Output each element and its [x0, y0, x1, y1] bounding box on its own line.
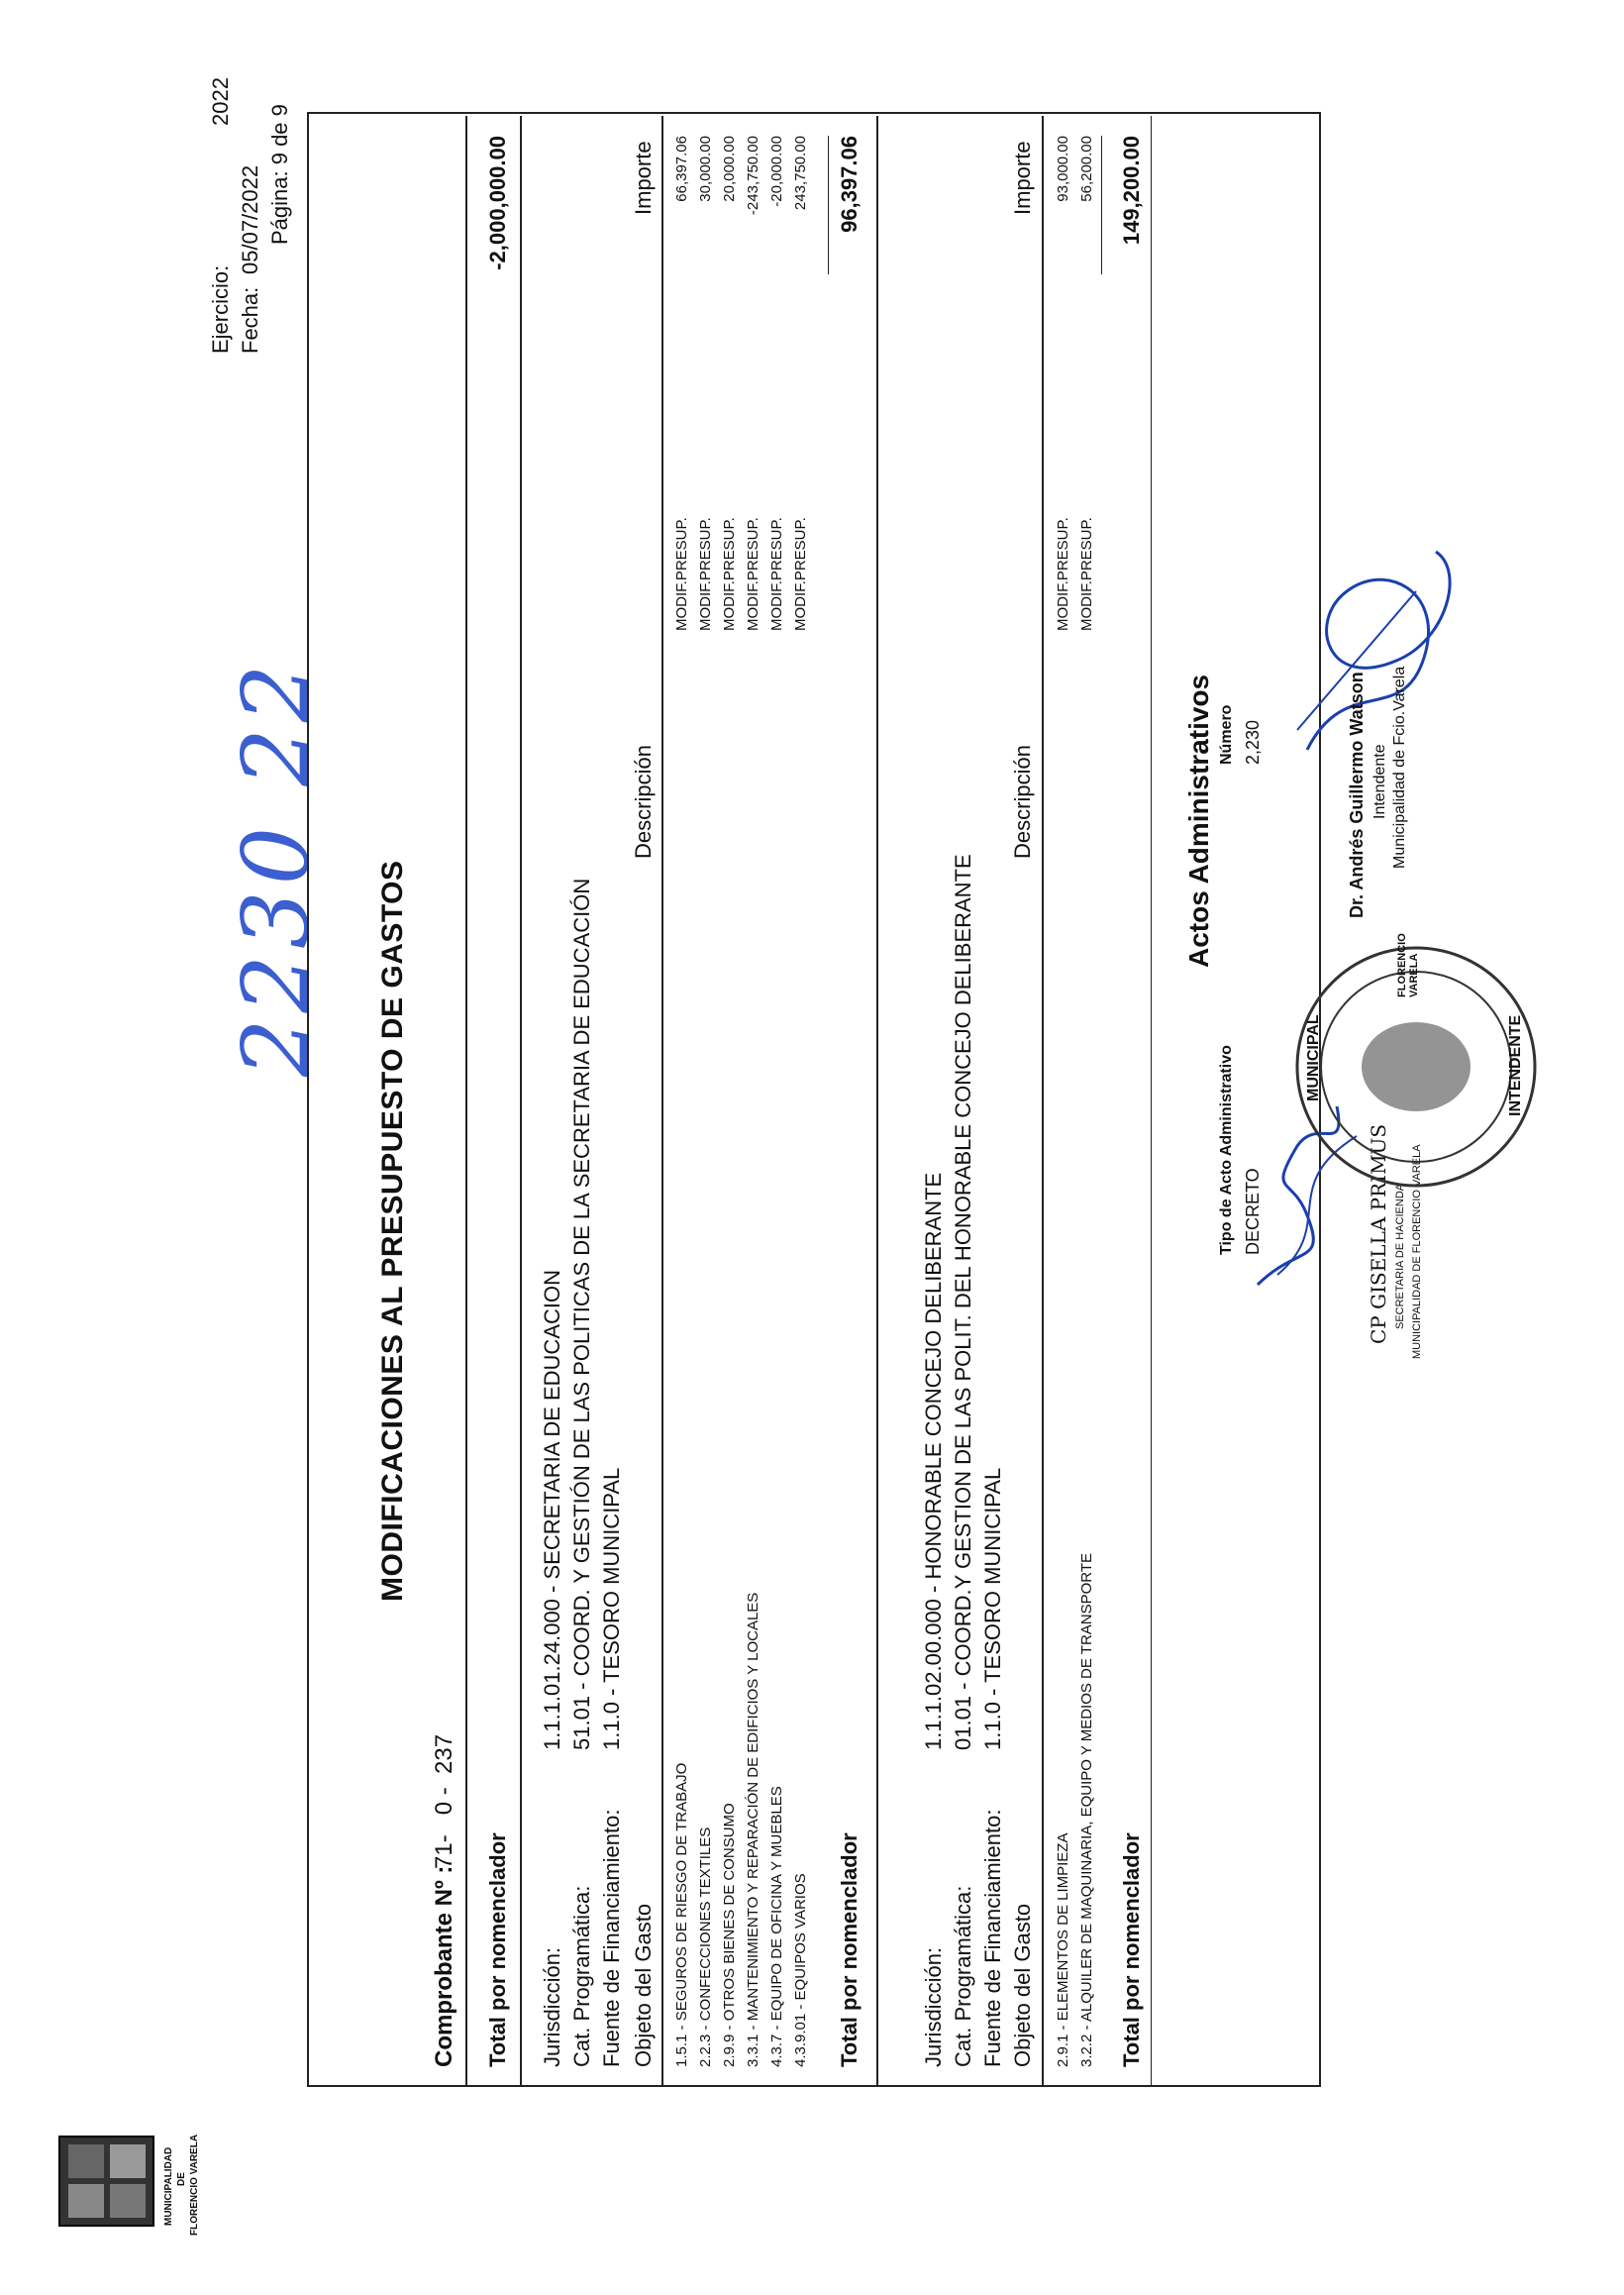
s1-importe-header: Importe: [631, 141, 656, 215]
divider: [876, 116, 878, 2087]
row-objeto: 4.3.7 - EQUIPO DE OFICINA Y MUEBLES: [768, 1786, 785, 2067]
s1-objeto-header: Objeto del Gasto: [631, 1903, 656, 2067]
tipo-acto-value: DECRETO: [1243, 1168, 1263, 1255]
right-signer-name: Dr. Andrés Guillermo Watson: [1347, 672, 1367, 918]
row-importe: 20,000.00: [721, 136, 738, 202]
comprobante-label: Comprobante Nº :: [431, 1865, 457, 2067]
row-objeto: 3.3.1 - MANTENIMIENTO Y REPARACIÓN DE EDIFICIOS Y LOCALES: [745, 1592, 761, 2067]
municipality-logo: [54, 2127, 203, 2236]
right-signer-role: Intendente: [1371, 744, 1388, 819]
row-importe: 243,750.00: [792, 136, 809, 211]
s1-desc-header: Descripción: [631, 745, 656, 859]
row-objeto: 2.9.9 - OTROS BIENES DE CONSUMO: [721, 1803, 738, 2067]
s2-cat-value: 01.01 - COORD.Y GESTION DE LAS POLIT. DEL HONORABLE CONCEJO DELIBERANTE: [951, 854, 975, 1750]
row-desc: MODIF.PRESUP.: [721, 517, 738, 631]
ejercicio-value: 2022: [208, 77, 233, 126]
seal-text-top: MUNICIPAL: [1305, 1014, 1322, 1101]
s1-fuente-label: Fuente de Financiamiento:: [599, 1809, 624, 2067]
row-desc: MODIF.PRESUP.: [792, 517, 809, 631]
s1-total-label: Total por nomenclador: [837, 1832, 862, 2067]
divider: [661, 116, 663, 2087]
s2-total-value: 149,200.00: [1119, 136, 1144, 246]
municipality-name-2: DE: [176, 2172, 187, 2186]
divider: [1042, 116, 1044, 2087]
left-signer-org: MUNICIPALIDAD DE FLORENCIO VARELA: [1411, 1144, 1423, 1359]
s2-total-label: Total por nomenclador: [1119, 1832, 1144, 2067]
s2-jur-label: Jurisdicción:: [921, 1946, 946, 2067]
comprobante-value: 71- 0 - 237: [431, 1733, 457, 1869]
s2-cat-label: Cat. Programática:: [951, 1885, 975, 2067]
page-number: Página: 9 de 9: [267, 104, 292, 245]
official-seal: [1287, 933, 1545, 1196]
total-1-label: Total por nomenclador: [485, 1832, 510, 2067]
s2-importe-header: Importe: [1010, 141, 1035, 215]
row-objeto: 2.9.1 - ELEMENTOS DE LIMPIEZA: [1055, 1832, 1071, 2067]
s2-desc-header: Descripción: [1010, 745, 1035, 859]
s1-cat-label: Cat. Programática:: [569, 1885, 594, 2067]
row-desc: MODIF.PRESUP.: [673, 517, 690, 631]
municipality-name-1: MUNICIPALIDAD: [163, 2146, 174, 2226]
fecha-value: 05/07/2022: [238, 164, 262, 274]
divider: [1151, 116, 1152, 2087]
shield-icon: [54, 2127, 163, 2236]
s2-objeto-header: Objeto del Gasto: [1010, 1903, 1035, 2067]
main-frame: [307, 112, 1321, 2087]
left-signer-role: SECRETARIA DE HACIENDA: [1394, 1183, 1406, 1329]
ejercicio-label: Ejercicio:: [208, 264, 233, 354]
seal-text-right: FLORENCIO VARELA: [1396, 933, 1420, 997]
row-desc: MODIF.PRESUP.: [697, 517, 714, 631]
left-signer-name: CP GISELLA PRIMUS: [1367, 1123, 1390, 1344]
row-objeto: 1.5.1 - SEGUROS DE RIESGO DE TRABAJO: [673, 1762, 690, 2067]
fecha-label: Fecha:: [238, 286, 262, 354]
row-importe: -243,750.00: [745, 136, 761, 216]
row-desc: MODIF.PRESUP.: [1078, 517, 1095, 631]
s2-fuente-value: 1.1.0 - TESORO MUNICIPAL: [980, 1467, 1005, 1750]
s1-jur-value: 1.1.1.01.24.000 - SECRETARIA DE EDUCACION: [540, 1270, 564, 1750]
divider: [1101, 136, 1102, 274]
row-objeto: 3.2.2 - ALQUILER DE MAQUINARIA, EQUIPO Y MEDIOS DE TRANSPORTE: [1078, 1552, 1095, 2067]
s1-total-value: 96,397.06: [837, 136, 862, 233]
s1-jur-label: Jurisdicción:: [540, 1946, 564, 2067]
row-desc: MODIF.PRESUP.: [768, 517, 785, 631]
numero-label: Número: [1218, 704, 1235, 765]
seal-text-bottom: INTENDENTE: [1507, 1014, 1524, 1116]
s1-cat-value: 51.01 - COORD. Y GESTIÓN DE LAS POLITICAS DE LA SECRETARIA DE EDUCACIÓN: [569, 878, 594, 1750]
row-desc: MODIF.PRESUP.: [1055, 517, 1071, 631]
row-importe: 30,000.00: [697, 136, 714, 202]
row-desc: MODIF.PRESUP.: [745, 517, 761, 631]
row-objeto: 4.3.9.01 - EQUIPOS VARIOS: [792, 1873, 809, 2067]
total-1-value: -2,000,000.00: [485, 136, 510, 270]
row-objeto: 2.2.3 - CONFECCIONES TEXTILES: [697, 1826, 714, 2067]
page-title: MODIFICACIONES AL PRESUPUESTO DE GASTOS: [376, 860, 409, 1602]
actos-title: Actos Administrativos: [1183, 674, 1214, 968]
divider: [520, 116, 522, 2087]
row-importe: -20,000.00: [768, 136, 785, 207]
numero-value: 2,230: [1243, 719, 1263, 765]
municipality-name-3: FLORENCIO VARELA: [189, 2134, 200, 2236]
tipo-acto-label: Tipo de Acto Administrativo: [1218, 1045, 1235, 1255]
right-signer-org: Municipalidad de Fcio.Varela: [1391, 666, 1408, 869]
s2-jur-value: 1.1.1.02.00.000 - HONORABLE CONCEJO DELIBERANTE: [921, 1172, 946, 1750]
divider: [465, 116, 467, 2087]
s2-fuente-label: Fuente de Financiamiento:: [980, 1809, 1005, 2067]
row-importe: 66,397.06: [673, 136, 690, 202]
stamp-number: 2230 22: [223, 658, 329, 1077]
divider: [828, 136, 829, 274]
row-importe: 56,200.00: [1078, 136, 1095, 202]
s1-fuente-value: 1.1.0 - TESORO MUNICIPAL: [599, 1467, 624, 1750]
row-importe: 93,000.00: [1055, 136, 1071, 202]
